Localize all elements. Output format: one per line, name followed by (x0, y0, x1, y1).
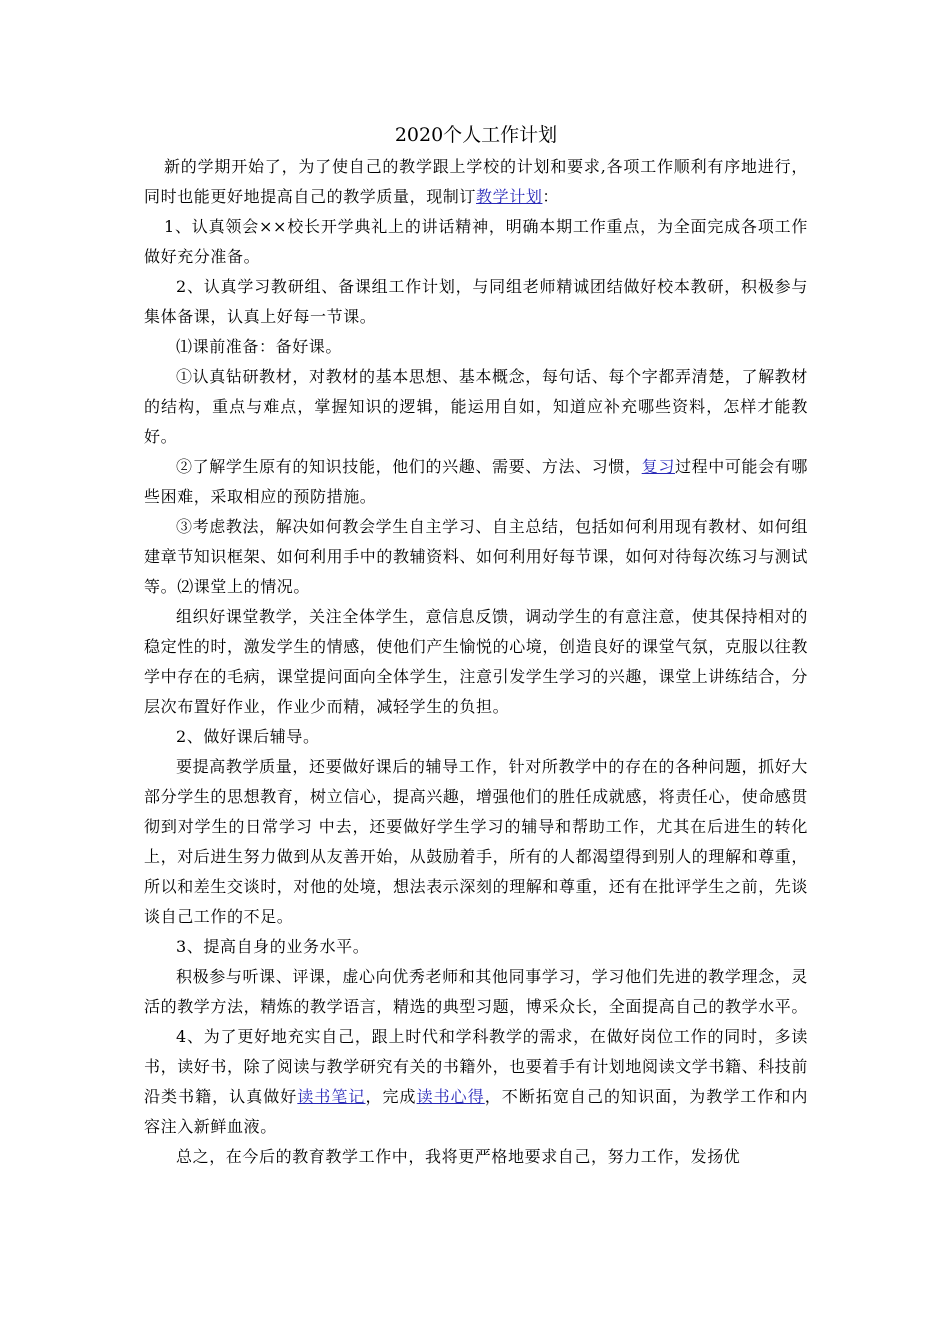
paragraph-13: 总之，在今后的教育教学工作中，我将更严格地要求自己，努力工作，发扬优 (176, 1147, 741, 1166)
paragraph-2: 2、认真学习教研组、备课组工作计划，与同组老师精诚团结做好校本教研，积极参与集体备课，认真上好每一节课。 (144, 277, 808, 326)
intro-text: 新的学期开始了，为了使自己的教学跟上学校的计划和要求,各项工作顺利有序地进行，同时也能更好地提高自己的教学质量，现制订 (144, 157, 808, 206)
document-title: 2020个人工作计划 (394, 124, 558, 146)
paragraph-6: ③考虑教法，解决如何教会学生自主学习、自主总结，包括如何利用现有教材、如何组建章节知识框架、如何利用手中的教辅资料、如何利用好每节课，如何对待每次练习与测试等。⑵课堂上的情况。 (144, 517, 809, 596)
paragraph-11: 积极参与听课、评课，虚心向优秀老师和其他同事学习，学习他们先进的教学理念，灵活的教学方法，精炼的教学语言，精选的典型习题，博采众长，全面提高自己的教学水平。 (144, 967, 809, 1016)
paragraph-4: ①认真钻研教材，对教材的基本思想、基本概念，每句话、每个字都弄清楚，了解教材的结构，重点与难点，掌握知识的逻辑，能运用自如，知道应补充哪些资料，怎样才能教好。 (144, 367, 808, 446)
paragraph-1: 1、认真领会××校长开学典礼上的讲话精神，明确本期工作重点，为全面完成各项工作做好充分准备。 (144, 217, 808, 266)
paragraph-7: 组织好课堂教学，关注全体学生，意信息反馈，调动学生的有意注意，使其保持相对的稳定性的时，激发学生的情感，使他们产生愉悦的心境，创造良好的课堂气氛，克服以往教学中存在的毛病，课堂提问面向全体学生，注意引发学生学习的兴趣，课堂上讲练结合，分层次布置好作业，作业少而精，减轻学生的负担。 (144, 607, 809, 716)
paragraph-5-text: ②了解学生原有的知识技能，他们的兴趣、需要、方法、习惯， (176, 457, 642, 476)
paragraph-9: 要提高教学质量，还要做好课后的辅导工作，针对所教学中的存在的各种问题，抓好大部分学生的思想教育，树立信心，提高兴趣，增强他们的胜任成就感，将责任心，使命感贯彻到对学生的日常学习 中去，还要做好学生学习的辅导和帮助工作，尤其在后进生的转化上，对后进生努力做到从友善开始，从鼓励着手，所有的人都渴望得到别人的理解和尊重，所以和差生交谈时，对他的处境，想法表示深刻的理解和尊重，还有在批评学生之前，先谈谈自己工作的不足。 (144, 757, 809, 926)
review-link[interactable]: 复习 (641, 457, 675, 476)
teaching-plan-link[interactable]: 教学计划 (476, 187, 543, 206)
reading-notes-link[interactable]: 读书笔记 (297, 1087, 366, 1106)
paragraph-12-tail: ，不断拓宽自己的知识面，为教学工作和内容注入新鲜血液。 (144, 1087, 808, 1136)
intro-paragraph (144, 152, 808, 212)
paragraph-10: 3、提高自身的业务水平。 (176, 937, 370, 956)
reading-reflections-link[interactable]: 读书心得 (416, 1087, 485, 1106)
paragraph-8: 2、做好课后辅导。 (176, 727, 320, 746)
paragraph-5 (144, 452, 808, 512)
intro-tail: ： (542, 187, 560, 206)
paragraph-12-text: 4、为了更好地充实自己，跟上时代和学科教学的需求，在做好岗位工作的同时，多读书，读好书，除了阅读与教学研究有关的书籍外，也要着手有计划地阅读文学书籍、科技前沿类书籍，认真做好 (144, 1027, 809, 1106)
paragraph-3: ⑴课前准备：备好课。 (176, 337, 343, 356)
paragraph-5-tail: 过程中可能会有哪些困难，采取相应的预防措施。 (144, 457, 808, 506)
paragraph-12 (144, 1022, 808, 1142)
document-page (144, 118, 808, 1172)
paragraph-12-mid: ，完成 (365, 1087, 417, 1106)
